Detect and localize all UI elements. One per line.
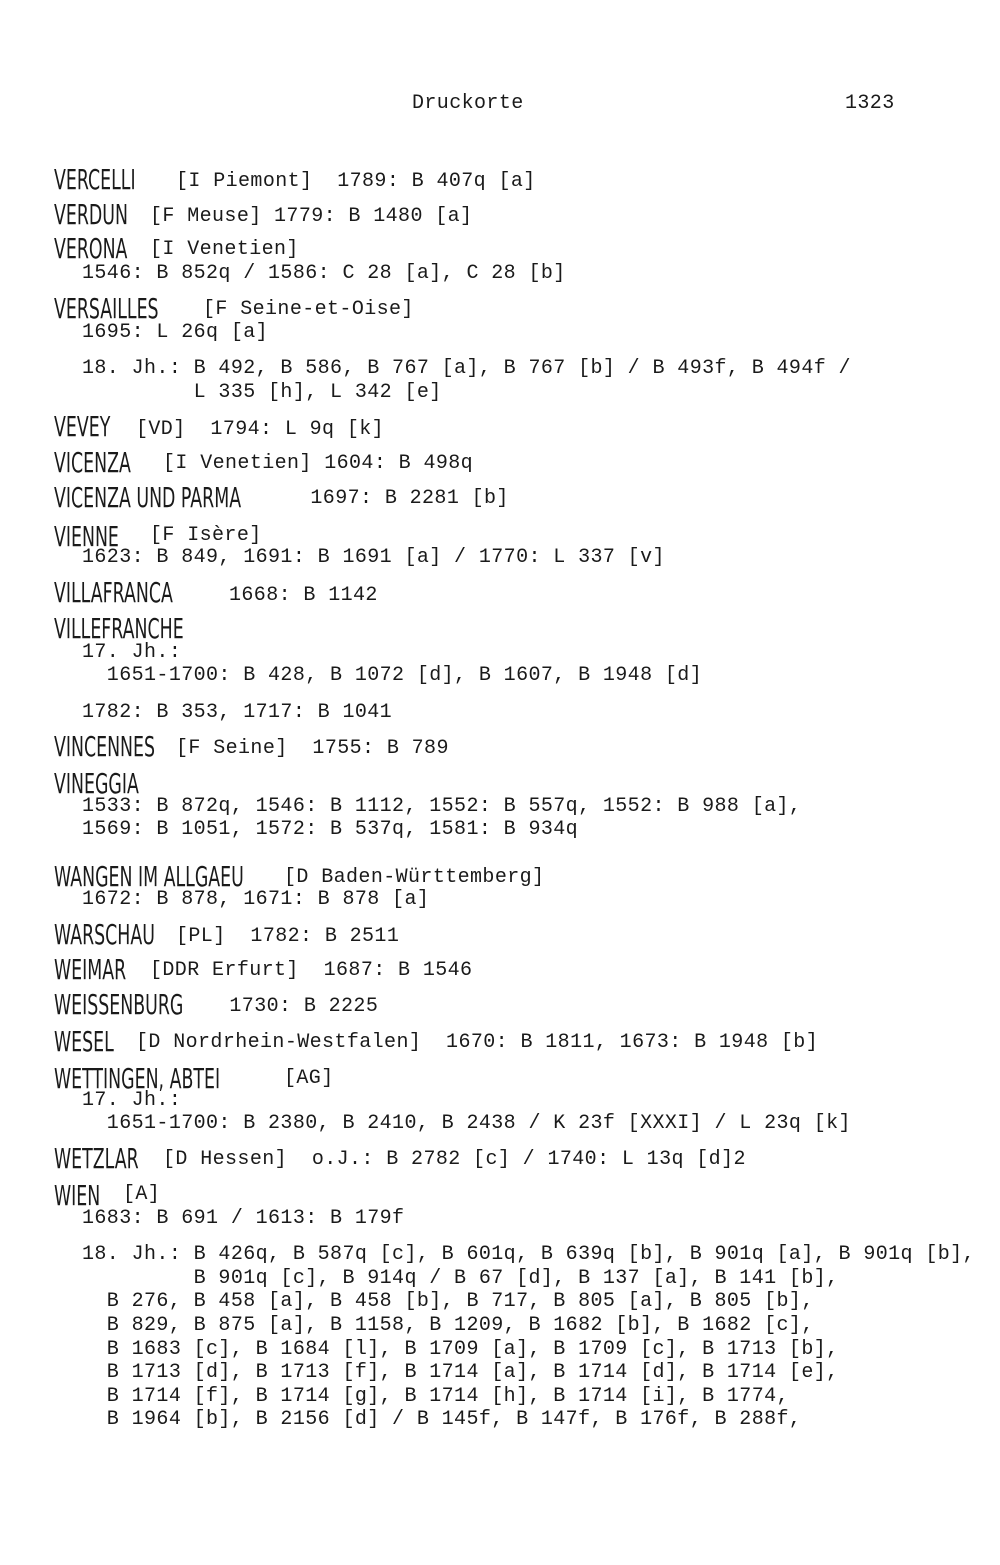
entry-line: 1683: B 691 / 1613: B 179f	[82, 1207, 405, 1230]
entry-info: 1697: B 2281 [b]	[298, 487, 509, 510]
entry-info: [I Venetien]	[150, 238, 299, 261]
place-name: VILLAFRANCA	[54, 576, 173, 609]
place-name: WARSCHAU	[54, 918, 155, 951]
entry-info: [PL] 1782: B 2511	[176, 925, 400, 948]
entry-info: [D Nordrhein-Westfalen] 1670: B 1811, 1673: B 1948 [b]	[136, 1031, 819, 1054]
entry-line: 1651-1700: B 2380, B 2410, B 2438 / K 23f [XXXI] / L 23q [k]	[82, 1112, 851, 1135]
entry-line: 17. Jh.:	[82, 641, 182, 664]
entry-line: B 829, B 875 [a], B 1158, B 1209, B 1682 [b], B 1682 [c],	[82, 1314, 814, 1337]
entry-vicenza	[54, 446, 178, 479]
place-name: WETTINGEN, ABTEI	[54, 1062, 221, 1095]
place-name: VERSAILLES	[54, 292, 159, 325]
place-name: VIENNE	[54, 520, 119, 553]
entry-line: 1533: B 872q, 1546: B 1112, 1552: B 557q, 1552: B 988 [a],	[82, 795, 802, 818]
entry-line: B 901q [c], B 914q / B 67 [d], B 137 [a], B 141 [b],	[82, 1267, 839, 1290]
entry-info: [F Seine-et-Oise]	[203, 298, 414, 321]
entry-info: [I Venetien] 1604: B 498q	[163, 452, 474, 475]
place-name: VINEGGIA	[54, 767, 139, 800]
place-name: VILLEFRANCHE	[54, 612, 184, 645]
place-name: WIEN	[54, 1179, 101, 1212]
entry-info: [F Isère]	[150, 524, 262, 547]
entry-info: [D Hessen] o.J.: B 2782 [c] / 1740: L 13q [d]2	[163, 1148, 746, 1171]
entry-line: B 276, B 458 [a], B 458 [b], B 717, B 805 [a], B 805 [b],	[82, 1290, 814, 1313]
place-name: WEISSENBURG	[54, 988, 184, 1021]
entry-line: 1651-1700: B 428, B 1072 [d], B 1607, B 1948 [d]	[82, 664, 703, 687]
entry-info: 1668: B 1142	[229, 584, 378, 607]
place-name: WEIMAR	[54, 953, 127, 986]
place-name: WESEL	[54, 1025, 114, 1058]
entry-line: L 335 [h], L 342 [e]	[82, 381, 442, 404]
place-name: VEVEY	[54, 410, 111, 443]
entry-info: [A]	[123, 1183, 161, 1206]
entry-line: 18. Jh.: B 492, B 586, B 767 [a], B 767 [b] / B 493f, B 494f /	[82, 357, 851, 380]
entry-info: [VD] 1794: L 9q [k]	[136, 418, 385, 441]
entry-line: 1623: B 849, 1691: B 1691 [a] / 1770: L 337 [v]	[82, 546, 665, 569]
entry-info: [F Meuse] 1779: B 1480 [a]	[150, 205, 473, 228]
running-header-title: Druckorte	[412, 92, 524, 115]
entry-vercelli	[54, 163, 186, 196]
entry-line: B 1964 [b], B 2156 [d] / B 145f, B 147f, B 176f, B 288f,	[82, 1408, 802, 1431]
place-name: VERDUN	[54, 198, 128, 231]
entry-line: 1782: B 353, 1717: B 1041	[82, 701, 393, 724]
place-name: VICENZA UND PARMA	[54, 481, 242, 514]
entry-line: 1569: B 1051, 1572: B 537q, 1581: B 934q	[82, 818, 579, 841]
entry-line: 1672: B 878, 1671: B 878 [a]	[82, 888, 430, 911]
entry-info: [I Piemont] 1789: B 407q [a]	[176, 170, 536, 193]
entry-vevey	[54, 410, 145, 443]
place-name: VICENZA	[54, 446, 131, 479]
entry-line: 18. Jh.: B 426q, B 587q [c], B 601q, B 639q [b], B 901q [a], B 901q [b],	[82, 1243, 975, 1266]
entry-line: 17. Jh.:	[82, 1089, 182, 1112]
place-name: WETZLAR	[54, 1142, 139, 1175]
entry-info: [D Baden-Württemberg]	[284, 866, 545, 889]
entry-line: 1695: L 26q [a]	[82, 321, 269, 344]
entry-line: B 1714 [f], B 1714 [g], B 1714 [h], B 1714 [i], B 1774,	[82, 1385, 789, 1408]
entry-info: [AG]	[284, 1067, 334, 1090]
entry-info: [DDR Erfurt] 1687: B 1546	[150, 959, 473, 982]
place-name: WANGEN IM ALLGAEU	[54, 860, 244, 893]
entry-line: B 1683 [c], B 1684 [l], B 1709 [a], B 1709 [c], B 1713 [b],	[82, 1338, 839, 1361]
place-name: VERONA	[54, 232, 128, 265]
entry-line: 1546: B 852q / 1586: C 28 [a], C 28 [b]	[82, 262, 566, 285]
entry-line: B 1713 [d], B 1713 [f], B 1714 [a], B 1714 [d], B 1714 [e],	[82, 1361, 839, 1384]
entry-villafranca	[54, 576, 246, 609]
page-number: 1323	[845, 92, 895, 115]
place-name: VINCENNES	[54, 730, 156, 763]
entry-info: [F Seine] 1755: B 789	[176, 737, 449, 760]
entry-info: 1730: B 2225	[217, 995, 379, 1018]
place-name: VERCELLI	[54, 163, 136, 196]
